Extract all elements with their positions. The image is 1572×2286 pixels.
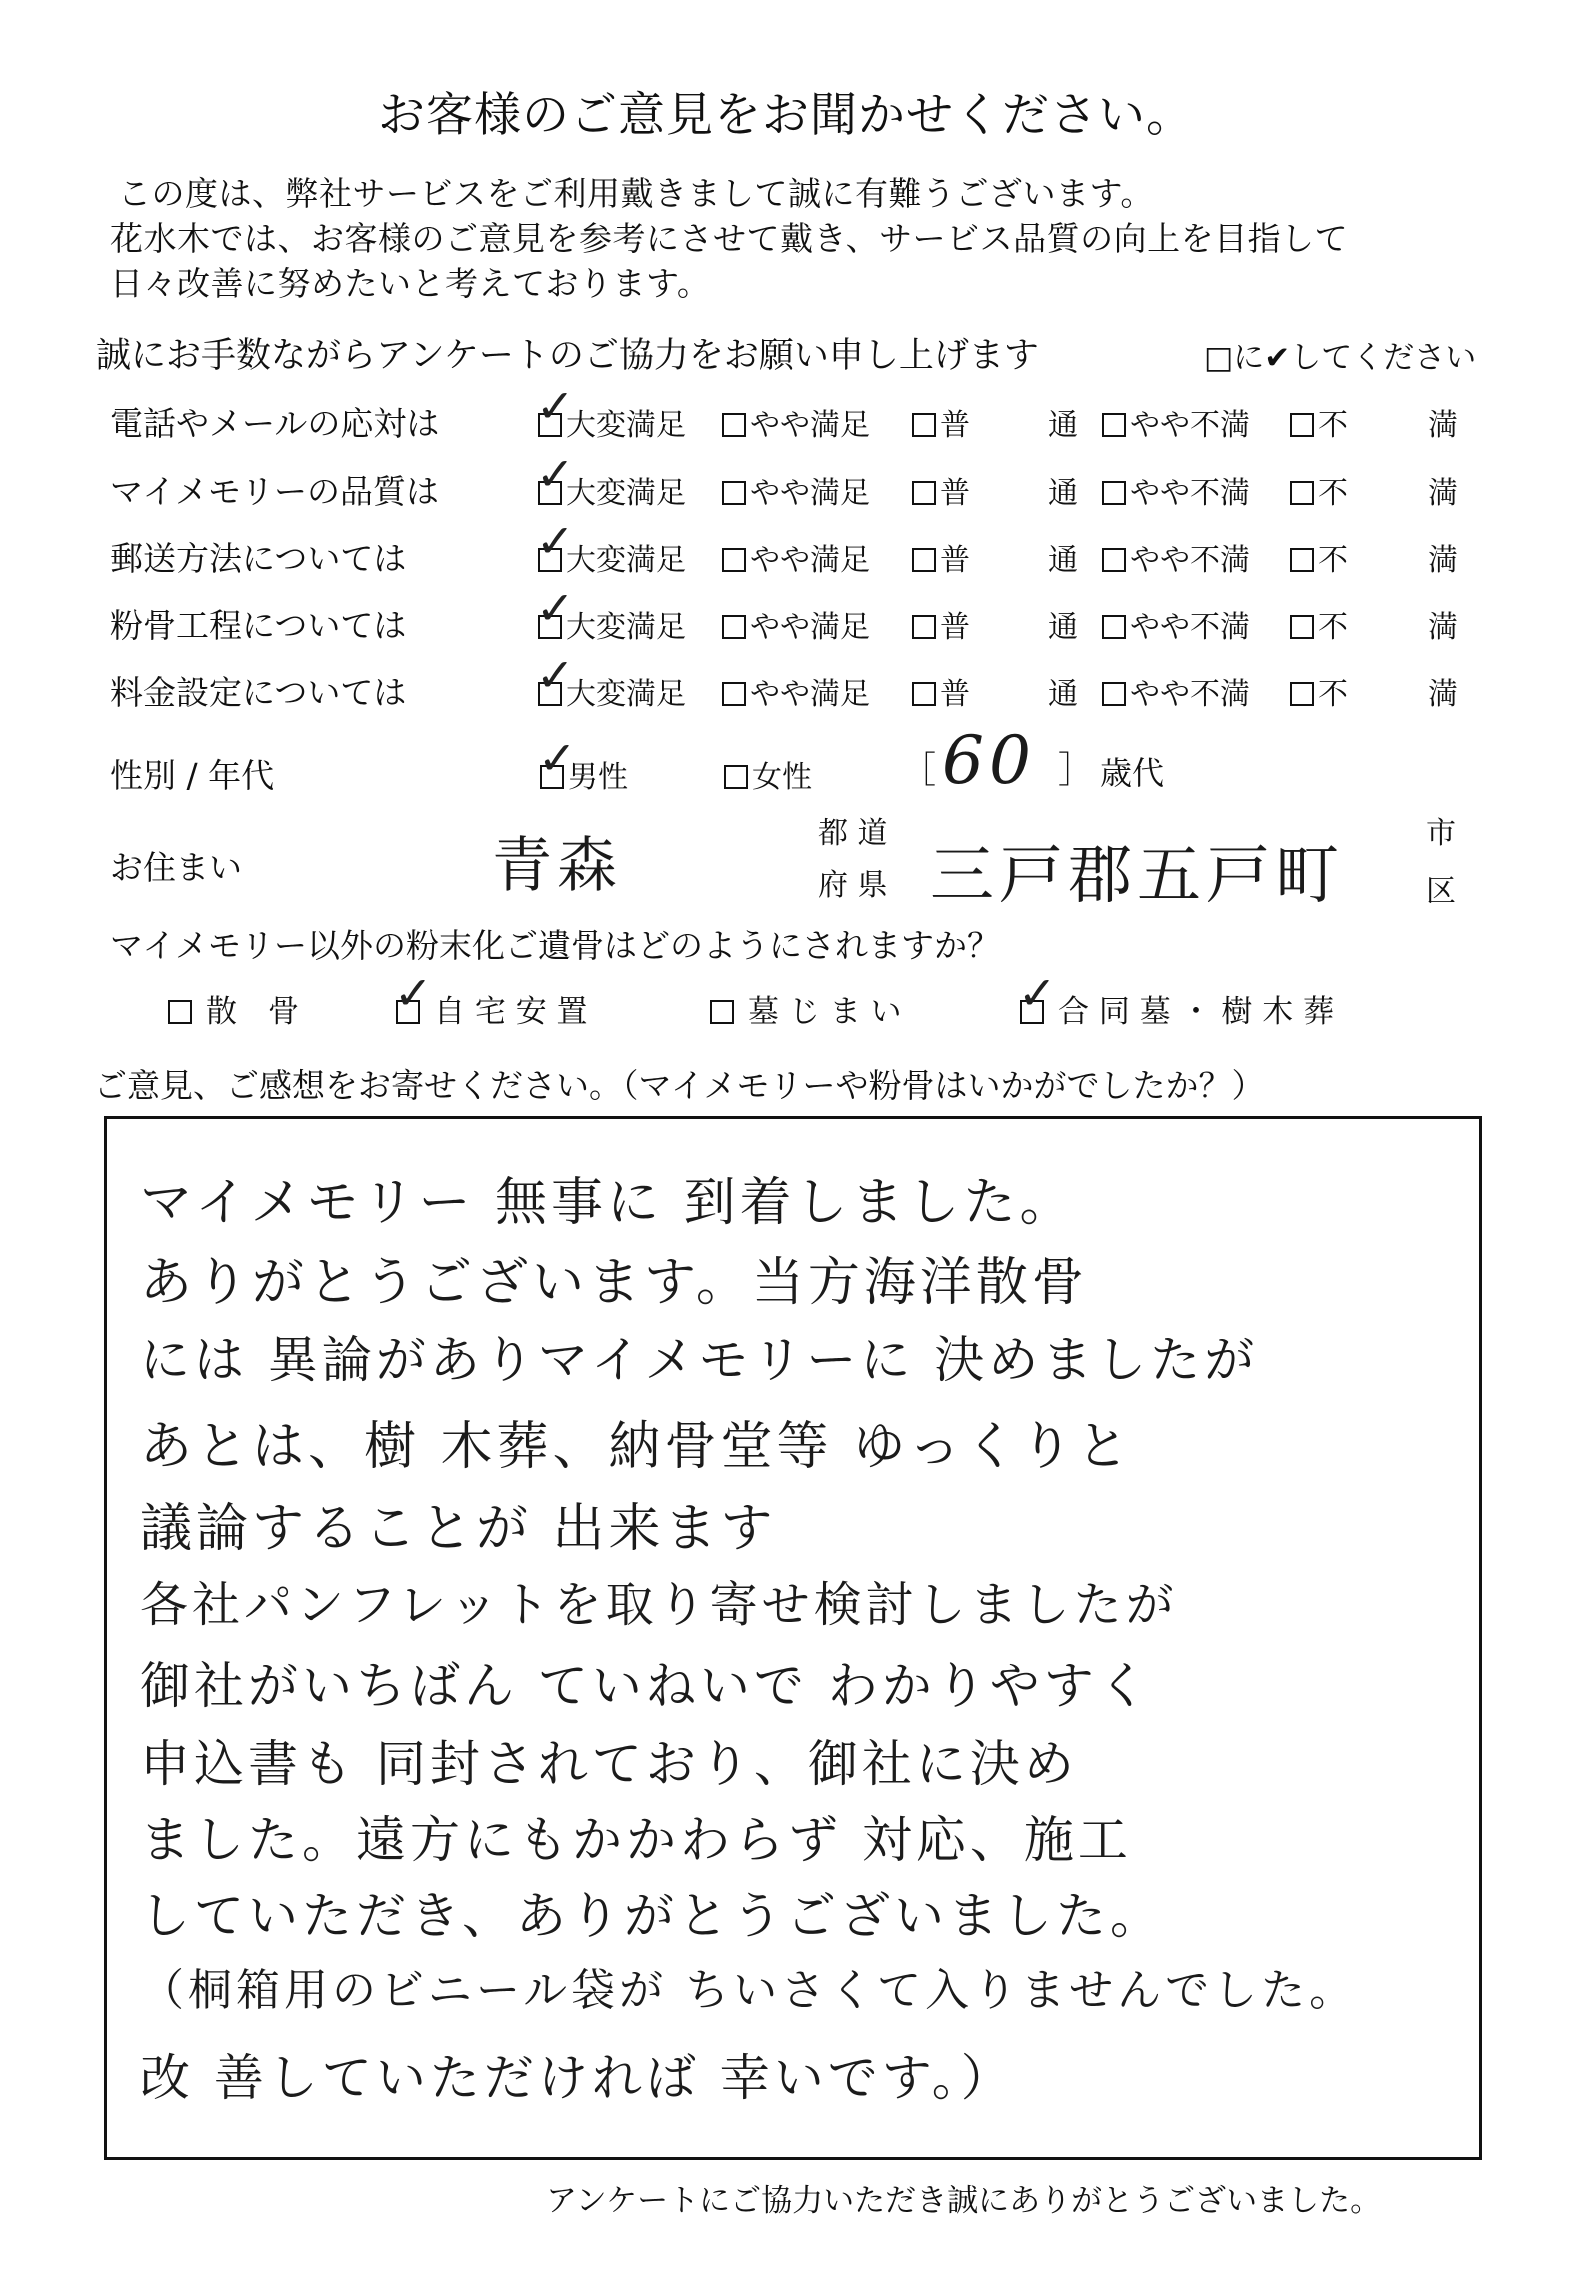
survey-option[interactable]	[722, 400, 870, 444]
survey-option[interactable]	[1290, 400, 1348, 444]
gender-female-option[interactable]: 女性	[724, 752, 812, 796]
survey-option-label: やや不満	[1130, 543, 1250, 578]
survey-option-label: 通	[1048, 408, 1078, 443]
survey-checkbox[interactable]	[536, 581, 575, 639]
prefecture-value[interactable]: 青森	[492, 831, 622, 901]
survey-option[interactable]	[536, 447, 686, 512]
remains-option[interactable]	[1018, 966, 1335, 1031]
check-mark-icon: ✓	[536, 514, 575, 568]
survey-row-label: 電話やメールの応対は	[110, 404, 440, 443]
survey-option-label: 普	[940, 408, 970, 443]
survey-checkbox[interactable]	[1102, 481, 1126, 505]
comment-line: ました。遠方にもかかわらず 対応、施工	[140, 1811, 1132, 1869]
city-value[interactable]: 三戸郡五戸町	[930, 839, 1344, 913]
survey-option-label: 通	[1048, 610, 1078, 645]
survey-option-label: 不	[1318, 408, 1348, 443]
remains-question: マイメモリー以外の粉末化ご遺骨はどのようにされますか？	[110, 926, 1001, 965]
page-title: お客様のご意見をお聞かせください。	[378, 88, 1194, 143]
comment-line: 申込書も 同封されており、御社に決め	[140, 1735, 1078, 1793]
survey-option-label: 普	[940, 476, 970, 511]
survey-option[interactable]	[722, 669, 870, 713]
survey-checkbox[interactable]	[536, 648, 575, 706]
comment-line: ありがとうございます。当方海洋散骨	[140, 1253, 1088, 1313]
survey-option[interactable]	[536, 648, 686, 713]
remains-option-label: 墓 じ ま い	[748, 994, 902, 1030]
check-mark-icon: ✓	[538, 731, 577, 785]
survey-checkbox[interactable]	[912, 413, 936, 437]
survey-option-label: 普	[940, 610, 970, 645]
survey-option-label: 満	[1428, 408, 1458, 443]
survey-instruction: □に✔してください	[1204, 340, 1477, 376]
prefecture-suffix-top: 都 道	[818, 816, 888, 851]
comment-line: には 異論がありマイメモリーに 決めましたが	[140, 1331, 1259, 1389]
survey-option	[1048, 400, 1078, 444]
survey-option	[1428, 669, 1458, 713]
survey-option[interactable]	[1102, 602, 1250, 646]
remains-checkbox[interactable]	[1018, 966, 1057, 1024]
remains-option-label: 合 同 墓 ・ 樹 木 葬	[1058, 994, 1335, 1030]
survey-option[interactable]	[536, 581, 686, 646]
survey-option[interactable]	[722, 602, 870, 646]
survey-option[interactable]	[536, 379, 686, 444]
remains-option[interactable]	[394, 966, 588, 1031]
check-mark-icon: ✓	[536, 581, 575, 635]
survey-row-label: 郵送方法については	[110, 539, 407, 578]
survey-option	[1428, 400, 1458, 444]
survey-option	[1048, 602, 1078, 646]
survey-option[interactable]	[1290, 602, 1348, 646]
survey-checkbox[interactable]	[536, 447, 575, 505]
remains-option-label: 散 骨	[206, 994, 299, 1030]
comment-line: 各社パンフレットを取り寄せ検討しましたが	[140, 1577, 1178, 1633]
comment-line: 改 善していただければ 幸いです。）	[140, 2049, 1015, 2107]
survey-checkbox[interactable]	[536, 379, 575, 437]
survey-checkbox[interactable]	[1102, 548, 1126, 572]
survey-option-label: やや不満	[1130, 677, 1250, 712]
intro-line-1: この度は、弊社サービスをご利用戴きまして誠に有難うございます。	[118, 174, 1154, 213]
survey-option-label: やや満足	[750, 677, 870, 712]
prefecture-suffix-bottom: 府 県	[818, 868, 888, 903]
gender-age-label: 性別 / 年代	[110, 756, 275, 795]
comments-heading: ご意見、ご感想をお寄せください。（マイメモリーや粉骨はいかがでしたか？）	[94, 1066, 1265, 1105]
survey-heading: 誠にお手数ながらアンケートのご協力をお願い申し上げます	[96, 336, 1039, 376]
survey-option-label: 大変満足	[566, 610, 686, 645]
remains-option-label: 自 宅 安 置	[434, 994, 588, 1030]
survey-row-label: 粉骨工程については	[110, 606, 407, 645]
survey-checkbox[interactable]	[536, 514, 575, 572]
survey-option-label: 大変満足	[566, 476, 686, 511]
survey-option	[1048, 468, 1078, 512]
survey-option-label: やや不満	[1130, 610, 1250, 645]
survey-option-label: 不	[1318, 543, 1348, 578]
age-suffix: 歳代	[1100, 754, 1165, 792]
survey-option[interactable]	[722, 468, 870, 512]
survey-checkbox[interactable]	[1102, 615, 1126, 639]
age-value[interactable]: 60	[942, 722, 1036, 799]
survey-checkbox[interactable]	[912, 615, 936, 639]
survey-option-label: 満	[1428, 476, 1458, 511]
survey-option[interactable]	[912, 602, 970, 646]
city-suffix-bottom: 区	[1426, 874, 1456, 909]
survey-option-label: 満	[1428, 677, 1458, 712]
survey-row-label: マイメモリーの品質は	[110, 472, 440, 511]
survey-option-label: 普	[940, 677, 970, 712]
survey-option[interactable]	[912, 669, 970, 713]
survey-checkbox[interactable]	[912, 682, 936, 706]
survey-option	[1428, 535, 1458, 579]
comment-line: あとは、樹 木葬、納骨堂等 ゆっくりと	[140, 1417, 1133, 1477]
survey-option[interactable]	[1290, 535, 1348, 579]
survey-checkbox[interactable]	[722, 548, 746, 572]
survey-option-label: 大変満足	[566, 543, 686, 578]
comment-line: 御社がいちばん ていねいで わかりやすく	[140, 1657, 1152, 1715]
survey-option[interactable]	[1290, 468, 1348, 512]
survey-option[interactable]	[1102, 400, 1250, 444]
survey-option[interactable]	[722, 535, 870, 579]
survey-option-label: 不	[1318, 476, 1348, 511]
survey-checkbox[interactable]	[1290, 615, 1314, 639]
comment-line: していただき、ありがとうございました。	[140, 1887, 1164, 1945]
survey-checkbox[interactable]	[912, 548, 936, 572]
intro-line-2: 花水木では、お客様のご意見を参考にさせて戴き、サービス品質の向上を目指して	[110, 219, 1349, 258]
survey-option-label: やや満足	[750, 408, 870, 443]
age-bracket-close: ］	[1058, 750, 1095, 791]
survey-checkbox[interactable]	[1102, 413, 1126, 437]
survey-row-label: 料金設定については	[110, 673, 407, 712]
survey-option-label: やや満足	[750, 476, 870, 511]
survey-checkbox[interactable]	[1290, 413, 1314, 437]
survey-option-label: やや満足	[750, 610, 870, 645]
survey-option-label: 満	[1428, 543, 1458, 578]
survey-option-label: やや不満	[1130, 476, 1250, 511]
survey-checkbox[interactable]	[1102, 682, 1126, 706]
survey-option[interactable]	[1102, 468, 1250, 512]
survey-option-label: 通	[1048, 476, 1078, 511]
remains-checkbox[interactable]	[394, 966, 433, 1024]
survey-option-label: 通	[1048, 543, 1078, 578]
check-mark-icon: ✓	[536, 379, 575, 433]
survey-checkbox[interactable]	[722, 615, 746, 639]
survey-option-label: やや満足	[750, 543, 870, 578]
check-mark-icon: ✓	[1018, 966, 1057, 1020]
comment-line: マイメモリー 無事に 到着しました。	[140, 1173, 1076, 1233]
survey-checkbox[interactable]	[722, 481, 746, 505]
survey-checkbox[interactable]	[722, 682, 746, 706]
survey-option[interactable]	[1102, 669, 1250, 713]
survey-option-label: やや不満	[1130, 408, 1250, 443]
remains-option[interactable]	[168, 986, 299, 1031]
survey-option[interactable]	[912, 400, 970, 444]
residence-label: お住まい	[110, 848, 242, 887]
survey-checkbox[interactable]	[1290, 481, 1314, 505]
city-suffix-top: 市	[1426, 816, 1456, 851]
survey-option[interactable]	[536, 514, 686, 579]
survey-option-label: 満	[1428, 610, 1458, 645]
survey-option	[1048, 669, 1078, 713]
female-checkbox[interactable]	[724, 765, 748, 789]
remains-checkbox[interactable]	[168, 1000, 192, 1024]
survey-option-label: 不	[1318, 677, 1348, 712]
survey-option	[1428, 468, 1458, 512]
survey-option-label: 普	[940, 543, 970, 578]
survey-option[interactable]	[1290, 669, 1348, 713]
survey-option-label: 不	[1318, 610, 1348, 645]
age-bracket-open: ［	[900, 750, 937, 791]
check-mark-icon: ✓	[394, 966, 433, 1020]
survey-checkbox[interactable]	[1290, 682, 1314, 706]
survey-option[interactable]	[912, 468, 970, 512]
survey-option-label: 大変満足	[566, 408, 686, 443]
check-mark-icon: ✓	[536, 648, 575, 702]
survey-option-label: 通	[1048, 677, 1078, 712]
survey-option	[1428, 602, 1458, 646]
survey-option-label: 大変満足	[566, 677, 686, 712]
survey-option	[1048, 535, 1078, 579]
gender-male-option[interactable]: ✓ 男性	[538, 731, 628, 795]
footer-thanks: アンケートにご協力いただき誠にありがとうございました。	[546, 2183, 1382, 2219]
male-checkbox[interactable]	[538, 731, 577, 789]
comment-line: 議論することが 出来ます	[140, 1499, 777, 1559]
survey-checkbox[interactable]	[912, 481, 936, 505]
intro-line-3: 日々改善に努めたいと考えております。	[110, 264, 711, 303]
remains-option[interactable]	[710, 986, 902, 1031]
check-mark-icon: ✓	[536, 447, 575, 501]
survey-checkbox[interactable]	[1290, 548, 1314, 572]
survey-checkbox[interactable]	[722, 413, 746, 437]
survey-option[interactable]	[912, 535, 970, 579]
comment-line: （桐箱用のビニール袋が ちいさくて入りませんでした。	[140, 1965, 1358, 2016]
remains-checkbox[interactable]	[710, 1000, 734, 1024]
survey-option[interactable]	[1102, 535, 1250, 579]
